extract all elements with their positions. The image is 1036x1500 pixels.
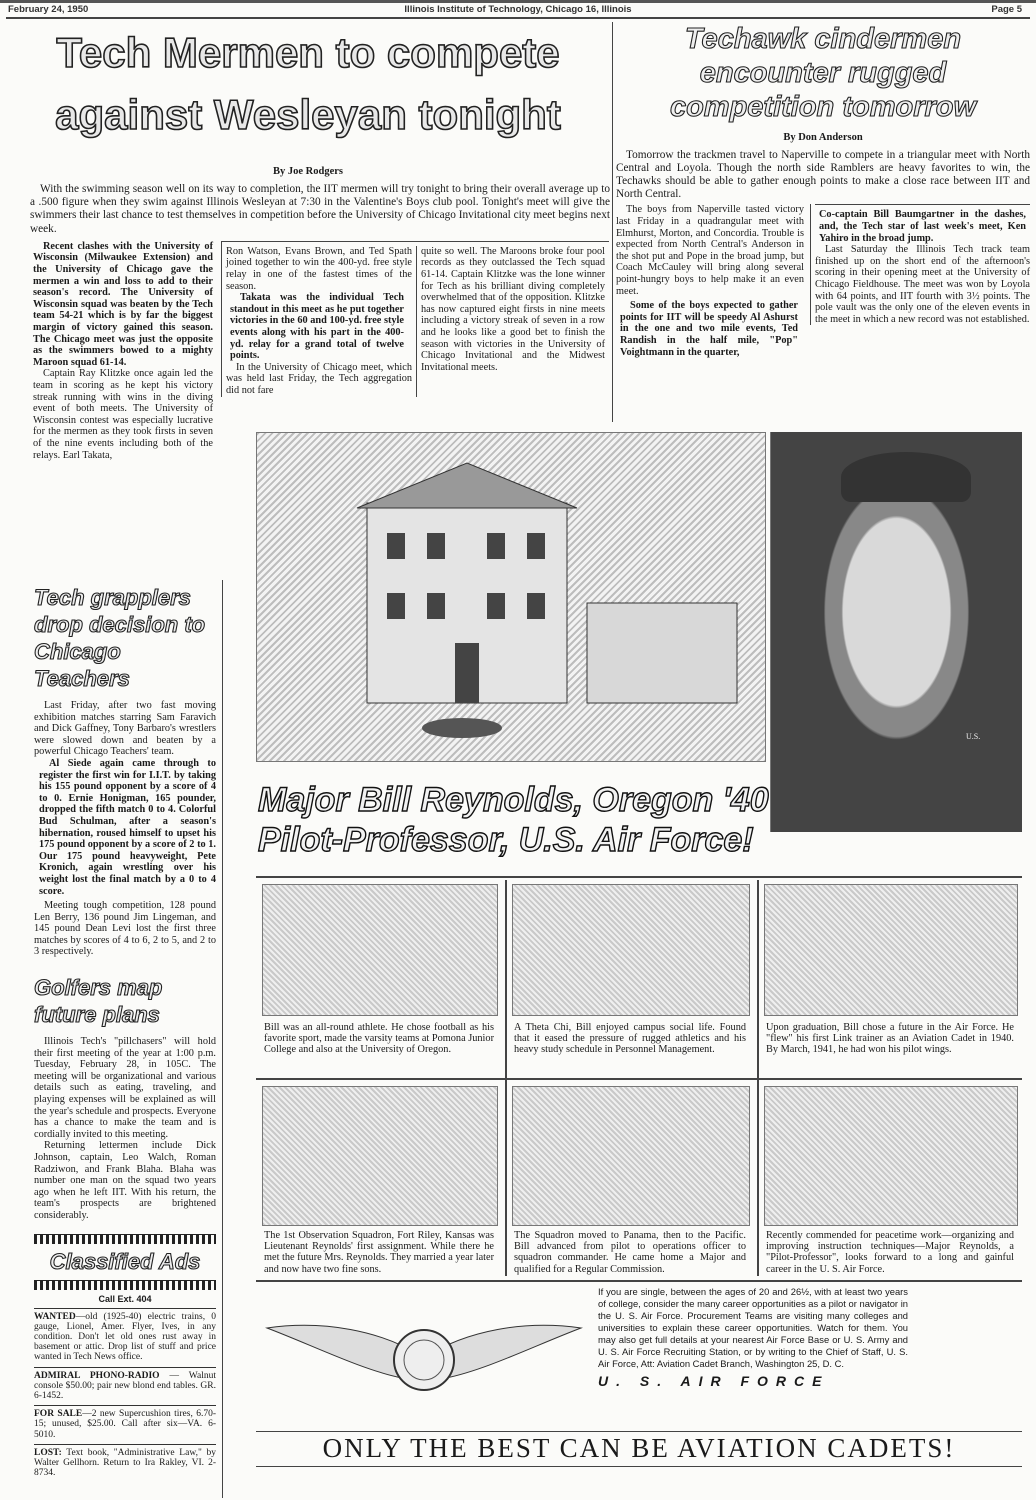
panel-caption-2: A Theta Chi, Bill enjoyed campus social life. Found that it eased the pressure of rugged athletics and his heavy study schedule in Personnel Management.	[514, 1022, 746, 1056]
commendation-illustration	[764, 1086, 1018, 1226]
pilot-wings-icon	[262, 1300, 586, 1415]
building-drawing-icon	[257, 433, 767, 763]
zigzag-border	[34, 1234, 216, 1244]
classified-ad	[34, 1405, 216, 1440]
golf-body: Illinois Tech's "pillchasers" will hold their first meeting of the year at 1:00 p.m. Tuesday, February 28, in 105C. The meeting will be organizational and various details such as eating, traveling, and playing expenses will be explained as will the year's schedule and prospects. Everyone has a chance to make the team and is cordially invited to this meeting. Returning lettermen include Dick Johnson, captain, Leo Walch, Roman Radziwon, and Frank Blaha. Blaha was number one man on the squad two years ago when he left IIT. With his return, the team's prospects are brightened considerably.	[34, 1036, 216, 1221]
top-rule	[0, 0, 1036, 3]
folio-page: Page 5	[991, 4, 1022, 15]
ad-slogan: ONLY THE BEST CAN BE AVIATION CADETS!	[322, 1433, 956, 1463]
swim-col-3: quite so well. The Maroons broke four pool records as they outclassed the Tech squad 61-14. Captain Klitzke was the lone winner for Tech as his brilliant diving completely overwhelmed that of the opposition. Klitzke has now captured eight firsts in nine meets including a victory streak of seven in a row and he looks like a good bet to finish the season with victories in the University of Chicago Invitational and the Midwest Invitational meets.	[421, 245, 605, 373]
wrestling-body: Last Friday, after two fast moving exhibition matches starring Sam Faravich and Dick Gaffney, Tony Barbaro's wrestlers were slowed down and beaten by a powerful Chicago Teachers' team. Al Siede again came through to register the first win for I.I.T. by taking his 155 pound opponent by a score of 4 to 0. Ernie Honigman, 165 pounder, dropped the fifth match 0 to 4. Colorful Bud Schulman, after a season's hibernation, roused himself to upset his 175 pound opponent by a score of 2 to 1. Our 175 pound heavyweight, Pete Kronich, again wrestling over his weight lost the final match by a 0 to 4 score. Meeting tough competition, 128 pound Len Berry, 136 pound Jim Lingeman, and 145 pound Dean Levi lost the first three matches by scores of 4 to 6, 2 to 5, and 2 to 3 respectively.	[34, 700, 216, 958]
panel-rule	[256, 1078, 1022, 1080]
ad-text: — Walnut console $50.00; pair new blond end tables. GR. 6-1452.	[34, 1370, 216, 1401]
observation-squadron-illustration	[262, 1086, 498, 1226]
slogan-rule	[256, 1431, 1022, 1432]
track-col-2: Co-captain Bill Baumgartner in the dashes, and, the Tech star of last week's meet, Ken Yahiro in the broad jump. Last Saturday the Illinois Tech track team finished up on the short end of the afternoon's scoring in their opening meet at the University of Chicago Fieldhouse. The meet was won by Loyola with 64 points, and IIT fourth with 3½ points. The pole vault was the only one of the eleven events in the meet in which a new record was not established.	[815, 209, 1030, 325]
swim-article	[6, 22, 610, 461]
classified-call: Call Ext. 404	[98, 1293, 152, 1304]
ad-text: Text book, "Administrative Law," by Walter Gellhorn. Return to Ira Rakley, VI. 2-8734.	[34, 1447, 216, 1479]
panel-caption-6: Recently commended for peacetime work—organizing and improving instruction techniques—Major Reynolds, a "Pilot-Professor", looks forward to a long and gainful career in the U. S. Air Force.	[766, 1230, 1014, 1275]
athlete-illustration	[262, 884, 498, 1016]
ad-text: —old (1925-40) electric trains, 0 gauge, Lionel, Amer. Flyer, Ives, in any condition. Don't let old ones rust away in basement or attic. Drop list of stuff and price wanted in Tech News office.	[34, 1311, 216, 1363]
track-byline: By Don Anderson	[783, 132, 863, 143]
ad-text: —2 new Supercushion tires, 6.70-15; unused, $25.00. Call after six—VA. 6-5010.	[34, 1409, 216, 1440]
panel-rule	[256, 1280, 1022, 1282]
panel-caption-4: The 1st Observation Squadron, Fort Riley, Kansas was Lieutenant Reynolds' first assignment. While there he met the future Mrs. Reynolds. They married a year later and now have two fine sons.	[264, 1230, 494, 1275]
track-box	[810, 204, 1030, 325]
ad-headline-line-2: Pilot-Professor, U.S. Air Force!	[258, 821, 754, 859]
classified-ad	[34, 1308, 216, 1363]
swim-box	[221, 241, 609, 397]
swim-col-2: Ron Watson, Evans Brown, and Ted Spath joined together to win the 400-yd. free style relay in one of the fastest times of the season. Takata was the individual Tech standout in this meet as he put together victories in the 60 and 100-yd. free style events along with his part in the 400-yd. relay for a grand total of twelve points. In the University of Chicago meet, which was held last Friday, the Tech aggregation did not fare	[226, 245, 412, 396]
classified-ad	[34, 1367, 216, 1402]
social-life-illustration	[512, 884, 750, 1016]
ad-lead: ADMIRAL PHONO-RADIO	[34, 1370, 160, 1381]
panel-caption-3: Upon graduation, Bill chose a future in the Air Force. He "flew" his first Link trainer as an Aviation Cadet in 1940. By March, 1941, he had won his pilot wings.	[766, 1022, 1014, 1056]
classified-ad	[34, 1444, 216, 1479]
uniform-insignia: U.S.	[966, 732, 981, 741]
campus-building-illustration	[256, 432, 766, 762]
ad-lead: LOST:	[34, 1447, 62, 1458]
panel-caption-5: The Squadron moved to Panama, then to the Pacific. Bill advanced from pilot to operations officer to squadron commander. He came home a Major and qualified for a Regular Commission.	[514, 1230, 746, 1275]
officer-cap-icon	[841, 452, 971, 502]
swim-col-1: Recent clashes with the University of Wisconsin (Milwaukee Extension) and the University of Chicago gave the mermen a win and loss to add to their season's record. The University of Wisconsin squad was beaten by the Tech team 54-21 which is by far the biggest margin of victory gained this season. The Chicago meet was just the opposite as the swimmers bowed to a mighty Maroon squad 61-14. Captain Ray Klitzke once again led the team in scoring as he kept his victory streak running with wins in the diving event of both meets. The University of Wisconsin contest was especially lucrative for the mermen as they took firsts in seven of the nine events including both of the relays. Earl Takata,	[33, 240, 213, 461]
track-col-1: The boys from Naperville tasted victory last Friday in a quadrangular meet with Elmhurst, Morton, and Concordia. Trouble is expected from North Central's Anderson in the shot put and Pope in the broad jump, but Coach McCauley will bring along several point-hungry boys to help make it an even meet. Some of the boys expected to gather points for IIT will be speedy Al Ashurst in the one and two mile events, Ted Randish in the half mile, "Pop" Voightmann in the quarter,	[616, 204, 804, 358]
panel-rule	[256, 876, 1022, 878]
ad-headline-line-1: Major Bill Reynolds, Oregon '40	[258, 781, 769, 819]
link-trainer-illustration	[764, 884, 1018, 1016]
ad-lead: WANTED	[34, 1311, 76, 1322]
ad-signature: U. S. AIR FORCE	[598, 1373, 830, 1389]
swim-byline: By Joe Rodgers	[273, 166, 343, 177]
wrestling-headline: Tech grapplers drop decision to Chicago Teachers	[34, 585, 206, 691]
ad-headline	[258, 780, 918, 860]
folio-rule	[6, 17, 1030, 19]
swim-headline: Tech Mermen to compete against Wesleyan tonight	[55, 29, 561, 138]
swim-lead: With the swimming season well on its way to completion, the IIT mermen will try tonight to bring their overall average up to a .500 figure when they swim against Illinois Wesleyan at 7:30 in the Valentine's Boys club pool. Tonight's meet will give the swimmers their last chance to test themselves in competition before the University of Chicago Invitational city meet begins next week.	[30, 183, 610, 235]
golf-headline: Golfers map future plans	[34, 975, 163, 1028]
column-rule	[612, 22, 613, 422]
box-rule	[815, 204, 1030, 205]
track-headline: Techawk cindermen encounter rugged competition tomorrow	[669, 23, 977, 123]
left-column	[34, 584, 216, 1478]
track-article	[616, 22, 1030, 358]
ad-lead: FOR SALE	[34, 1409, 83, 1420]
slogan-rule	[256, 1466, 1022, 1467]
classified-title: Classified Ads	[49, 1248, 201, 1274]
zigzag-border	[34, 1280, 216, 1290]
column-rule	[416, 246, 417, 397]
classified-list	[34, 1308, 216, 1479]
p38-aircraft-illustration	[512, 1086, 750, 1226]
track-lead: Tomorrow the trackmen travel to Naperville to compete in a triangular meet with North Central and Loyola. Though the north side Ramblers are heavy favorites to win, the Techawks should be able to gather enough points to make a close race between IIT and North Central.	[616, 149, 1030, 201]
column-rule	[222, 580, 223, 1498]
major-reynolds-portrait	[770, 432, 1022, 832]
ad-body: If you are single, between the ages of 20 and 26½, with at least two years of college, consider the many career opportunities as a pilot or navigator in the U. S. Air Force. Procurement Teams are visiting many colleges and universities to explain these career opportunities. Watch for them. You may also get full details at your nearest Air Force Base or U. S. Army and U. S. Air Force Recruiting Station, or by writing to the Chief of Staff, U. S. Air Force, Att: Aviation Cadet Branch, Washington 25, D. C.	[598, 1286, 908, 1369]
ad-copy	[598, 1286, 908, 1389]
panel-caption-1: Bill was an all-round athlete. He chose football as his favorite sport, made the varsity teams at Pomona Junior College and also at the University of Oregon.	[264, 1022, 494, 1056]
folio-date: February 24, 1950	[8, 4, 89, 15]
folio-institution: Illinois Institute of Technology, Chicago 16, Illinois	[404, 4, 632, 15]
